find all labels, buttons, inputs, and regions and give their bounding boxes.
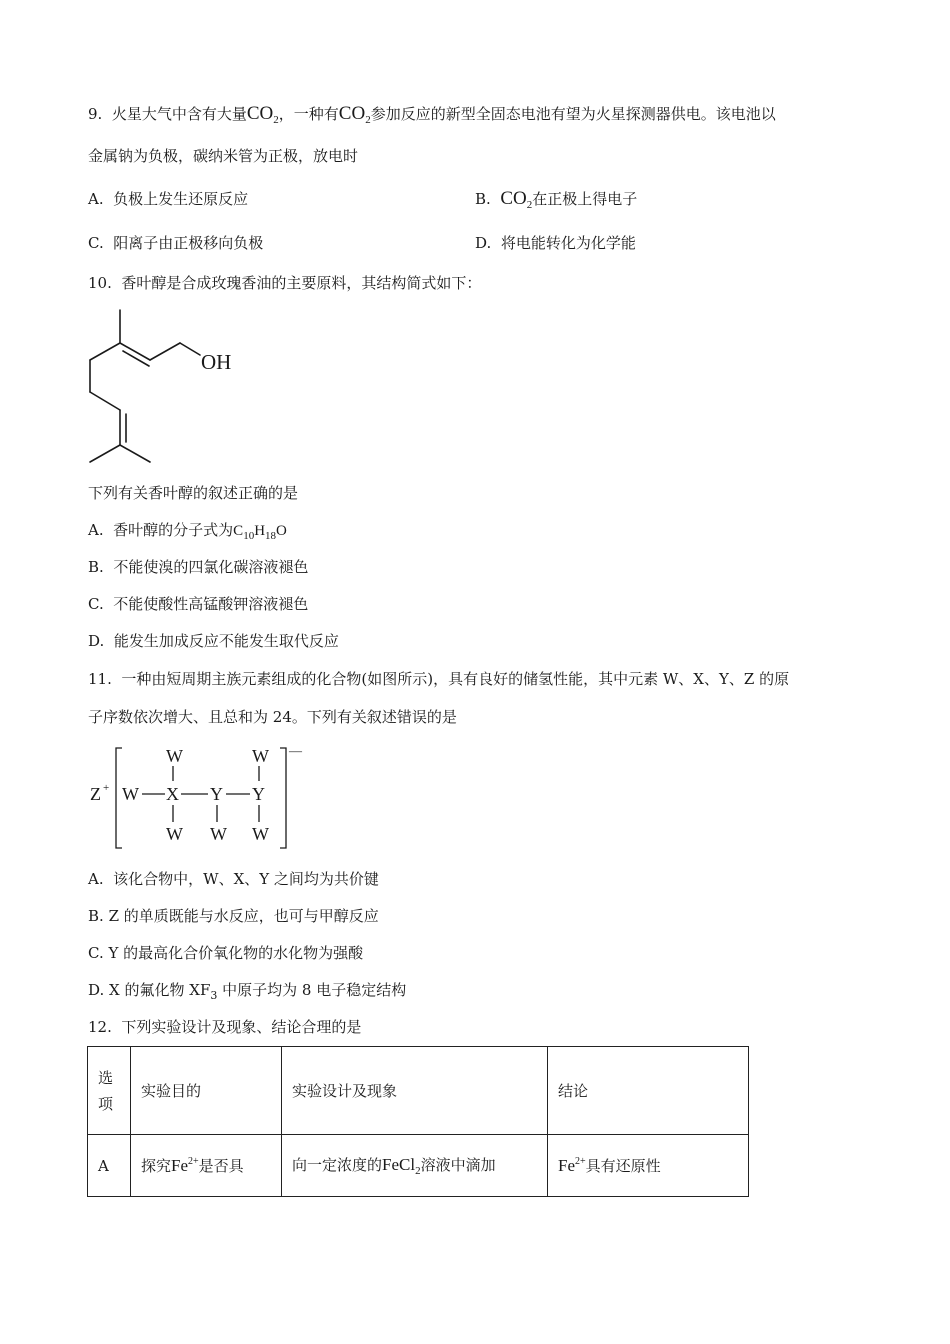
- q11-option-b: B. Z 的单质既能与水反应，也可与甲醇反应: [88, 907, 379, 925]
- svg-text:+: +: [103, 782, 110, 794]
- q11-option-d: D. X 的氟化物 $XF_3$ 中原子均为 8 电子稳定结构: [88, 981, 407, 1002]
- q9-option-a: A. 负极上发生还原反应: [88, 190, 249, 208]
- q9-stem-line1: 9. 火星大气中含有大量$CO_2$，一种有$CO_2$参加反应的新型全固态电池有望为火星探测器供电。该电池以: [88, 103, 776, 126]
- svg-text:X: X: [166, 784, 179, 804]
- q11-stem-line2: 子序数依次增大、且总和为 24。下列有关叙述错误的是: [88, 708, 457, 726]
- svg-text:Y: Y: [210, 784, 223, 804]
- svg-text:W: W: [252, 824, 269, 844]
- anion-structure: [86, 742, 316, 854]
- co2-formula: $CO_2$: [246, 103, 279, 126]
- q11-option-c: C. Y 的最高化合价氧化物的水化物为强酸: [88, 944, 364, 962]
- table-row: [88, 1135, 749, 1197]
- q9-option-c: C. 阳离子由正极移向负极: [88, 234, 264, 252]
- header-design: 实验设计及现象: [282, 1047, 548, 1135]
- header-conclusion: 结论: [548, 1047, 749, 1135]
- q10-stem: 10. 香叶醇是合成玫瑰香油的主要原料，其结构简式如下：: [88, 274, 482, 292]
- table-header-row: [88, 1047, 749, 1135]
- q9-stem-line2: 金属钠为负极，碳纳米管为正极，放电时: [88, 147, 359, 165]
- q10-question: 下列有关香叶醇的叙述正确的是: [88, 484, 299, 502]
- svg-text:Y: Y: [252, 784, 265, 804]
- header-purpose: 实验目的: [131, 1047, 282, 1135]
- q11-stem-line1: 11. 一种由短周期主族元素组成的化合物(如图所示)，具有良好的储氢性能，其中元素 W、X、Y、Z 的原: [88, 670, 790, 688]
- q10-option-a: A. 香叶醇的分子式为$C_{10}H_{18}O$: [88, 521, 287, 542]
- svg-text:—: —: [289, 743, 302, 758]
- experiment-table: [87, 1046, 749, 1197]
- svg-text:W: W: [210, 824, 227, 844]
- row-a-conclusion: $Fe^{2+}$具有还原性: [548, 1135, 749, 1197]
- q10-option-d: D. 能发生加成反应不能发生取代反应: [88, 632, 339, 650]
- q9-number: 9.: [88, 105, 103, 123]
- q11-option-a: A. 该化合物中，W、X、Y 之间均为共价键: [88, 870, 379, 888]
- co2-formula: $CO_2$: [338, 103, 371, 126]
- svg-text:Z: Z: [90, 784, 101, 804]
- svg-text:W: W: [252, 746, 269, 766]
- q10-option-b: B. 不能使溴的四氯化碳溶液褪色: [88, 558, 309, 576]
- svg-text:W: W: [166, 746, 183, 766]
- hydroxyl-label: OH: [201, 350, 232, 374]
- q9-option-b: B. $CO_2$在正极上得电子: [475, 188, 638, 211]
- geraniol-structure: [80, 300, 270, 472]
- q10-option-c: C. 不能使酸性高锰酸钾溶液褪色: [88, 595, 309, 613]
- svg-text:W: W: [166, 824, 183, 844]
- row-a-purpose: 探究$Fe^{2+}$是否具: [131, 1135, 282, 1197]
- q12-stem: 12. 下列实验设计及现象、结论合理的是: [88, 1018, 362, 1036]
- header-option: 选 项: [88, 1047, 131, 1135]
- q9-option-d: D. 将电能转化为化学能: [475, 234, 636, 252]
- row-a-design: 向一定浓度的FeCl$_2$溶液中滴加: [282, 1135, 548, 1197]
- svg-text:W: W: [122, 784, 139, 804]
- row-a-option: A: [88, 1135, 131, 1197]
